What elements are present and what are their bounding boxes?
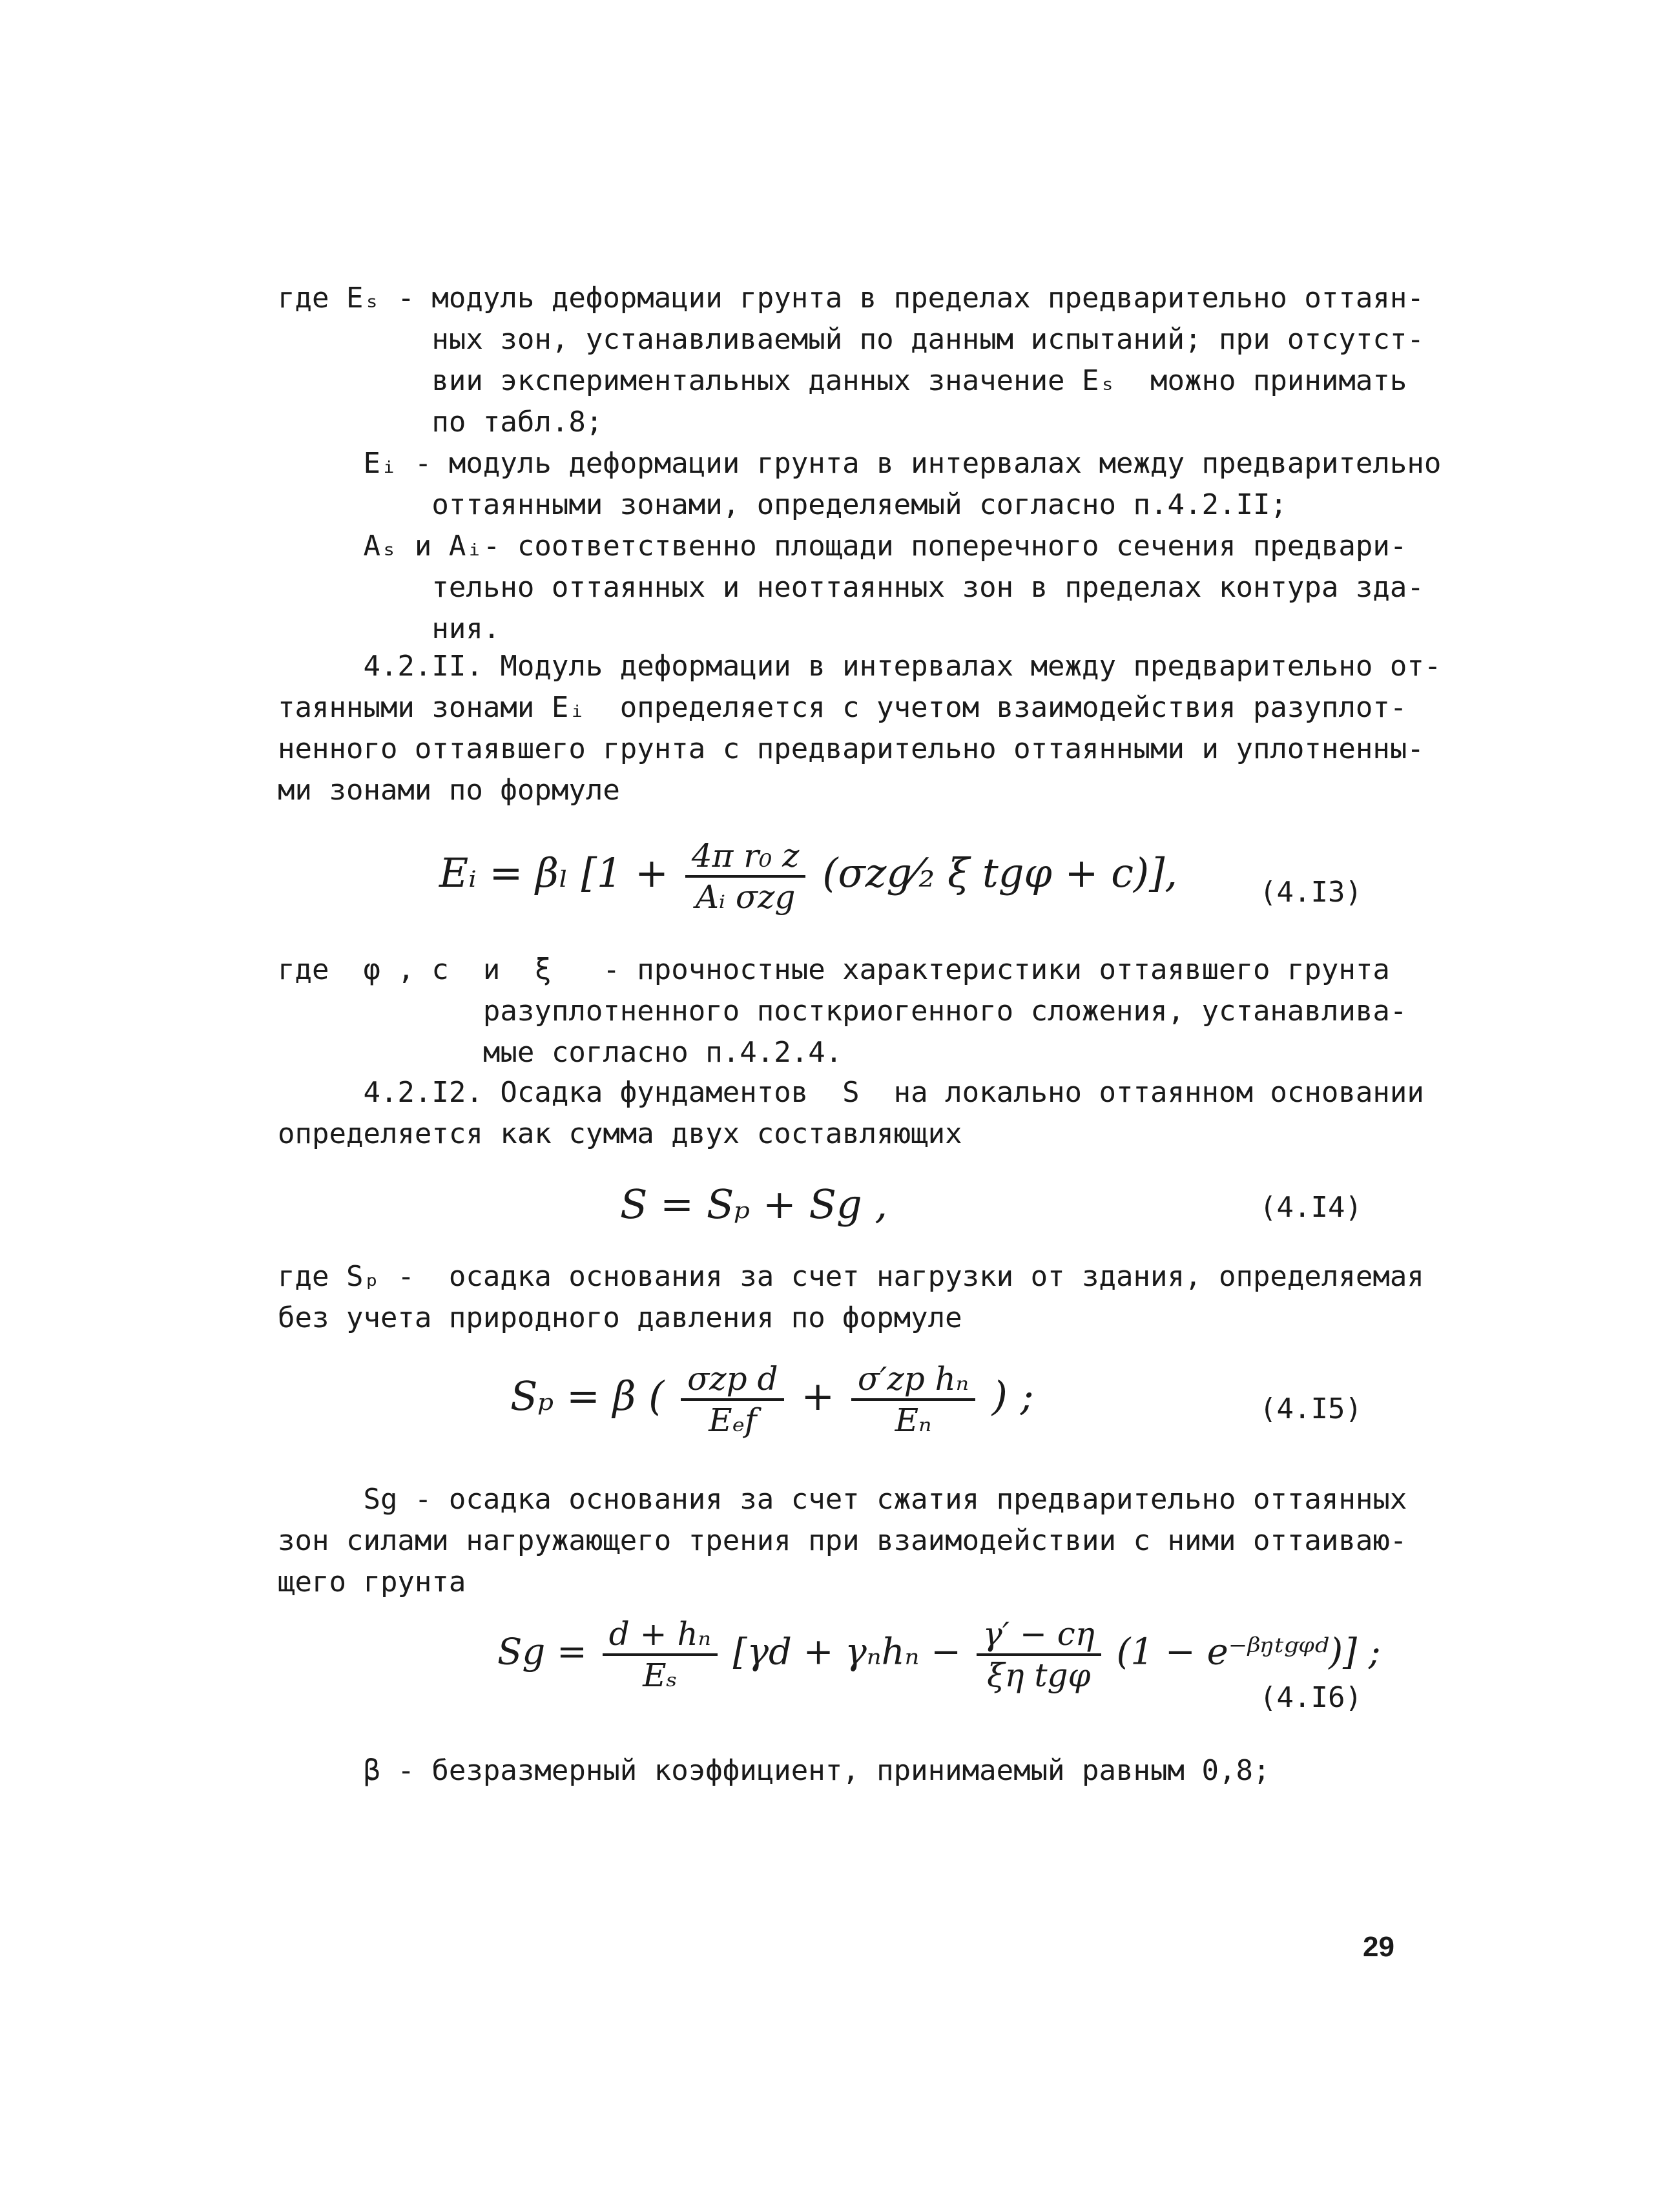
equation-number-4-15: (4.I5) [1259,1392,1362,1425]
eq415-plus: + [801,1372,835,1420]
eq416-lhs: Sg = [497,1631,587,1673]
eq416-fraction-1: $\frac{\text{d + hₙ}}{\text{Eₛ}}$ [603,1615,718,1695]
equation-4-15 [510,1359,1034,1440]
page-number: 29 [1363,1931,1394,1963]
def-es: где Eₛ - модуль деформации грунта в пределах предварительно оттаян- ных зон, устанавливаемый по данным испытаний; при отсутст- вии экспериментальных данных значение Eₛ можно принимать по табл.8; [278,282,1424,439]
def-as-ai: Aₛ и Aᵢ- соответственно площади поперечного сечения предвари- тельно оттаянных и неоттаянных зон в пределах контура зда- ния. [363,530,1424,645]
eq415-fraction-1: $\frac{\text{σzp d}}{\text{Eₑf}}$ [681,1359,784,1440]
equation-number-4-13: (4.I3) [1259,876,1362,909]
paragraph-4-2-12: 4.2.I2. Осадка фундаментов S на локально оттаянном основании определяется как сумма двух составляющих [278,1076,1424,1150]
eq413-fraction: $\frac{\text{4π r₀ z}}{\text{Aᵢ σzg}}$ [685,836,806,916]
equation-number-4-16: (4.I6) [1259,1681,1362,1714]
paragraph-sp-definition: где Sₚ - осадка основания за счет нагрузки от здания, определяемая без учета природного давления по формуле [278,1260,1424,1334]
equation-number-4-14: (4.I4) [1259,1191,1362,1224]
def-ei: Eᵢ - модуль деформации грунта в интервалах между предварительно оттаянными зонами, определяемый согласно п.4.2.II; [363,447,1442,521]
eq416-fraction-2: $\frac{\gamma' - c\eta}{\text{ξη tgφ}}$ [977,1615,1101,1695]
definitions-block-2: где φ , c и ξ - прочностные характеристики оттаявшего грунта разуплотненного посткриогенного сложения, устанавлива- мые согласно п.4.2.4. [278,953,1407,1069]
eq413-rest: (σzg⁄₂ ξ tgφ + c)], [822,849,1178,897]
equation-4-14: S = Sₚ + Sg , [620,1181,888,1228]
eq415-lhs: Sₚ = β ( [510,1372,665,1420]
paragraph-sg-definition: Sg - осадка основания за счет сжатия предварительно оттаянных зон силами нагружающего трения при взаимодействии с ними оттаиваю- щего грунта [278,1483,1407,1598]
equation-4-13 [439,836,1177,916]
paragraph-4-2-11: 4.2.II. Модуль деформации в интервалах между предварительно от- таянными зонами Eᵢ определяется с учетом взаимодействия разуплот- ненного оттаявшего грунта с предварительно оттаянными и уплотненны- ми зонами по формуле [278,650,1442,807]
eq413-lhs: Eᵢ = βₗ [1 + [439,849,668,897]
eq415-tail: ) ; [991,1372,1034,1420]
equation-4-16 [497,1615,1381,1695]
beta-definition: β - безразмерный коэффициент, принимаемый равным 0,8; [278,1754,1270,1787]
eq416-mid: [γd + γₙhₙ − [732,1631,962,1673]
eq415-fraction-2: $\frac{\text{σ′zp hₙ}}{\text{Eₙ}}$ [851,1359,975,1440]
eq416-tail: (1 − e⁻ᵝᵑᵗᵍᵠᵈ)] ; [1116,1631,1381,1673]
definitions-block-1 [278,278,1441,650]
